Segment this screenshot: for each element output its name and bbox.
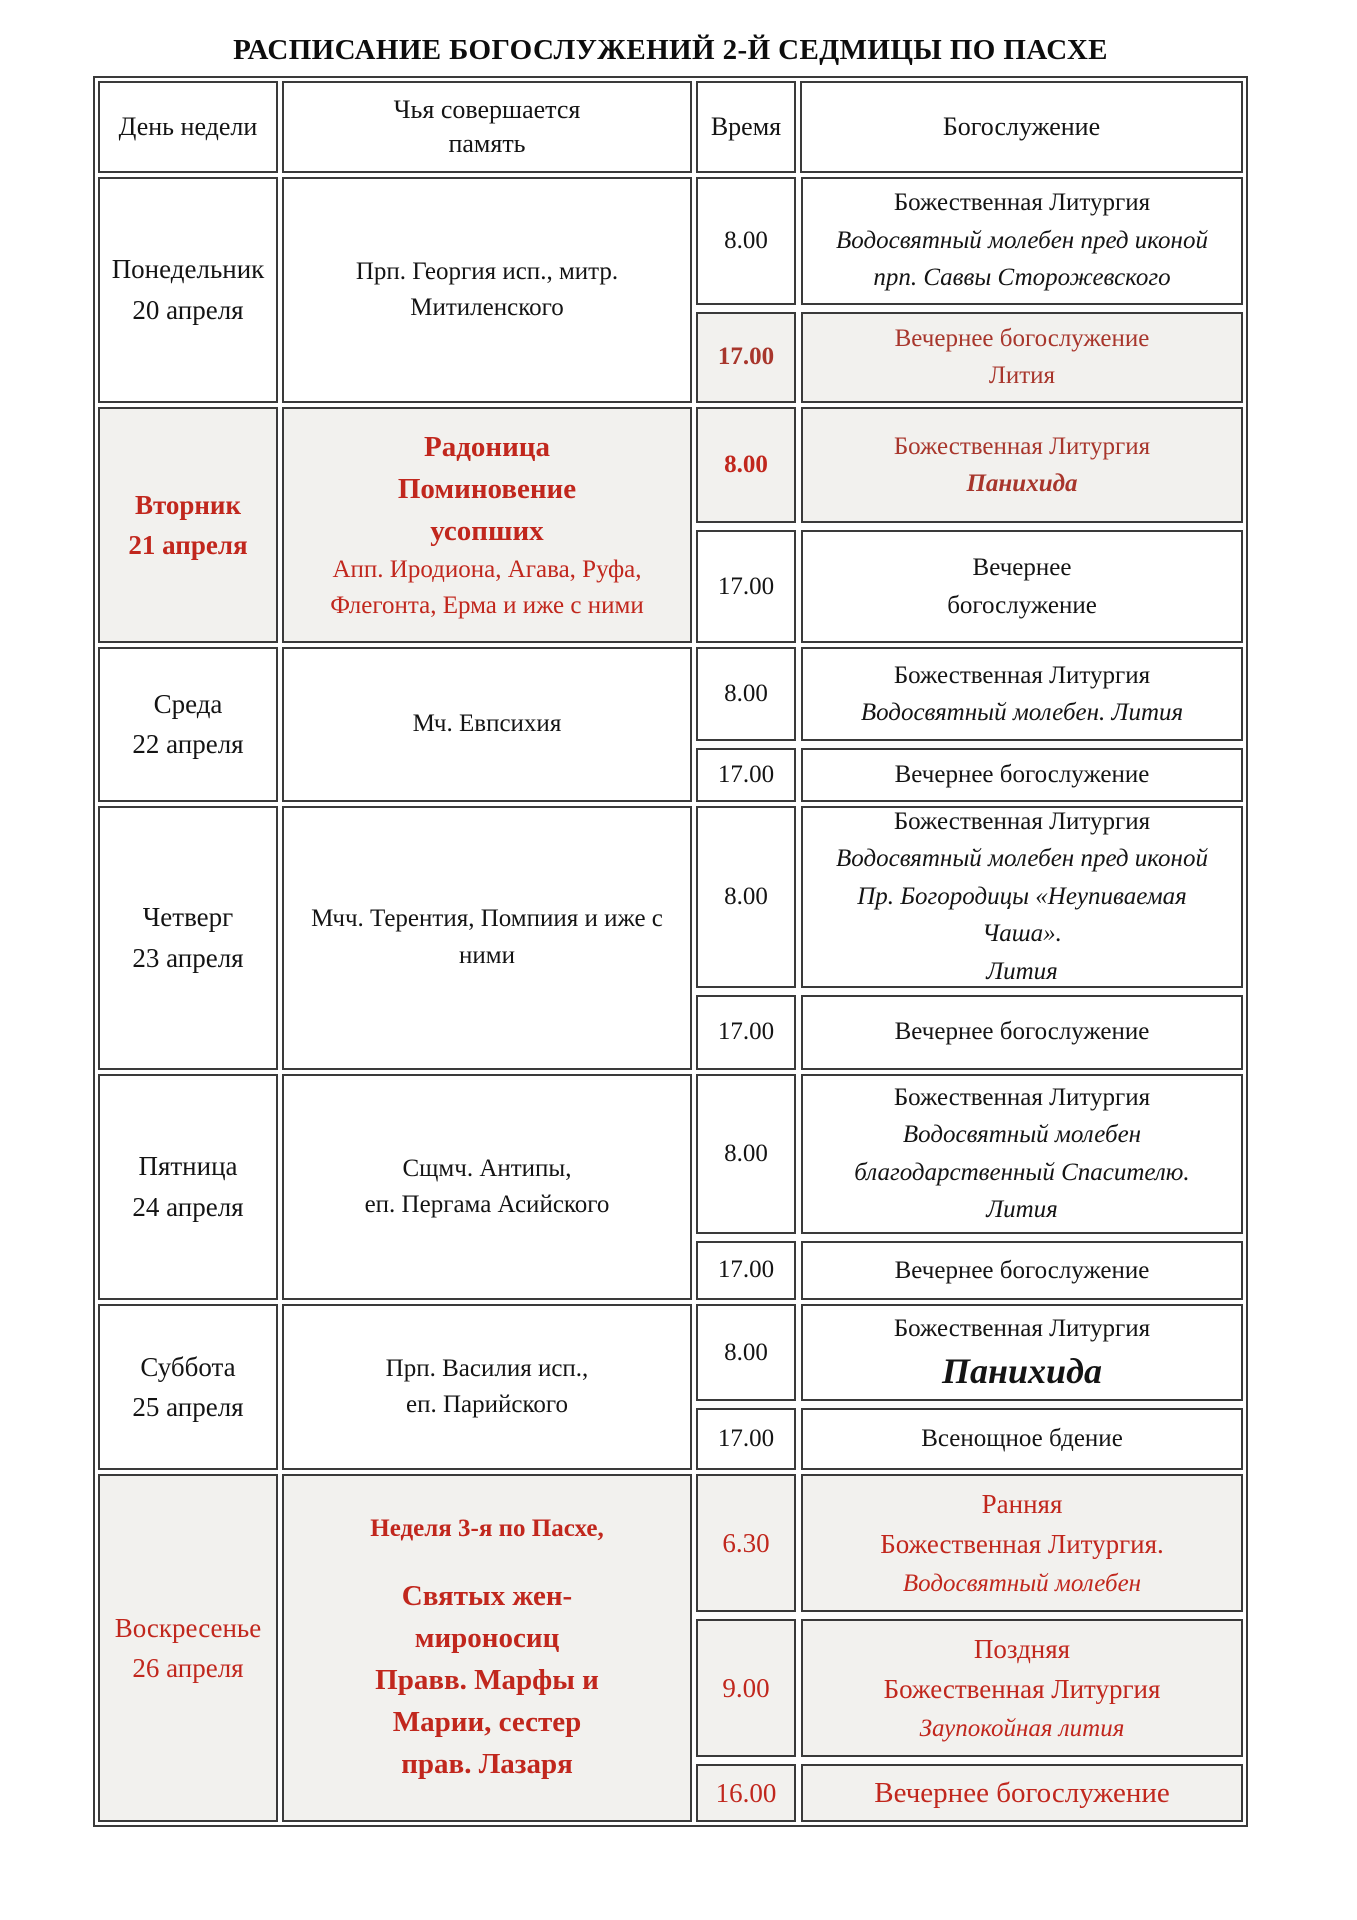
memory-line: Апп. Иродиона, Агава, Руфа, Флегонта, Ерма и иже с ними <box>330 555 644 620</box>
header-day-label: День недели <box>118 111 258 141</box>
memory-line: прав. Лазаря <box>401 1747 573 1780</box>
service-line: Божественная Литургия <box>893 189 1151 217</box>
day-name: Суббота <box>140 1351 236 1382</box>
service-cell <box>801 312 1243 404</box>
service-line: Вечернее богослужение <box>894 1256 1150 1284</box>
day-date: 23 апреля <box>132 942 244 973</box>
day-row <box>98 177 1243 404</box>
memory-line: Мчч. Терентия, Помпиия и иже с ними <box>311 905 663 969</box>
memory-line: Сщмч. Антипы, <box>402 1154 572 1182</box>
service-cell <box>801 748 1243 802</box>
memory-cell <box>282 407 692 643</box>
memory-cell <box>282 647 692 802</box>
day-row <box>98 1474 1243 1822</box>
memory-line: Неделя 3-я по Пасхе, <box>370 1515 604 1543</box>
day-name: Вторник <box>134 489 242 520</box>
memory-line: мироносиц <box>414 1621 560 1654</box>
service-line: Водосвятный молебен. Лития <box>860 699 1184 727</box>
memory-cell <box>282 806 692 1070</box>
service-cell <box>801 177 1243 305</box>
day-cell <box>98 647 278 802</box>
memory-cell <box>282 1304 692 1470</box>
day-name: Четверг <box>142 902 234 933</box>
memory-line: Марии, сестер <box>392 1705 582 1738</box>
schedule-slot <box>696 312 1243 404</box>
time-cell: 8.00 <box>696 806 796 988</box>
slot-list <box>696 1074 1243 1301</box>
day-cell <box>98 1074 278 1301</box>
memory-line: еп. Парийского <box>406 1391 568 1419</box>
schedule-slot <box>696 806 1243 988</box>
service-line: Вечернее богослужение <box>894 324 1150 352</box>
service-line: Водосвятный молебен благодарственный Спасителю. <box>854 1121 1190 1186</box>
header-day <box>98 81 278 173</box>
service-line: Водосвятный молебен <box>902 1569 1142 1597</box>
day-date: 25 апреля <box>132 1392 244 1423</box>
slot-list <box>696 1304 1243 1470</box>
day-name: Воскресенье <box>114 1612 262 1643</box>
service-cell <box>801 1474 1243 1612</box>
slot-list <box>696 806 1243 1070</box>
service-line: Вечернее богослужение <box>894 1018 1150 1046</box>
service-line: Ранняя <box>981 1488 1063 1519</box>
slot-list <box>696 177 1243 404</box>
service-cell <box>801 530 1243 643</box>
schedule-slot <box>696 177 1243 305</box>
schedule-slot <box>696 1764 1243 1822</box>
day-row <box>98 647 1243 802</box>
day-rows <box>98 177 1243 1823</box>
schedule-slot <box>696 1241 1243 1301</box>
service-cell <box>801 995 1243 1070</box>
service-line: Вечернее богослужение <box>894 761 1150 789</box>
day-cell <box>98 1474 278 1822</box>
header-time <box>696 81 796 173</box>
time-cell: 17.00 <box>696 748 796 802</box>
time-cell: 17.00 <box>696 312 796 404</box>
service-line: Панихида <box>942 1351 1102 1392</box>
service-line: Водосвятный молебен пред иконой прп. Саввы Сторожевского <box>836 226 1208 292</box>
header-time-label: Время <box>710 111 782 141</box>
time-cell: 17.00 <box>696 1241 796 1301</box>
page-title: РАСПИСАНИЕ БОГОСЛУЖЕНИЙ 2-Й СЕДМИЦЫ ПО ПАСХЕ <box>233 34 1108 66</box>
memory-cell <box>282 1074 692 1301</box>
schedule-slot <box>696 407 1243 523</box>
day-cell <box>98 407 278 643</box>
service-line: Божественная Литургия <box>893 807 1151 835</box>
service-cell <box>801 1074 1243 1234</box>
day-date: 24 апреля <box>132 1191 244 1222</box>
time-cell: 8.00 <box>696 1074 796 1234</box>
schedule-table <box>93 76 1248 1827</box>
memory-line <box>300 1548 674 1575</box>
service-cell <box>801 647 1243 741</box>
day-row <box>98 1074 1243 1301</box>
day-name: Пятница <box>138 1151 238 1182</box>
service-cell <box>801 1241 1243 1301</box>
schedule-slot <box>696 1619 1243 1757</box>
service-cell <box>801 1764 1243 1822</box>
day-name: Среда <box>153 688 223 719</box>
memory-line: Святых жен- <box>401 1579 573 1612</box>
service-line: Божественная Литургия <box>893 1314 1151 1342</box>
memory-line: Поминовение <box>397 472 577 505</box>
day-name: Понедельник <box>111 254 265 285</box>
memory-cell <box>282 177 692 404</box>
memory-line: усопших <box>430 514 544 547</box>
service-line: Божественная Литургия <box>883 1674 1161 1705</box>
memory-line: Прп. Георгия исп., митр. Митиленского <box>355 257 619 321</box>
service-line: Водосвятный молебен пред иконой Пр. Богородицы «Неупиваемая Чаша». <box>836 845 1208 948</box>
schedule-slot <box>696 1074 1243 1234</box>
schedule-slot <box>696 1304 1243 1401</box>
schedule-slot <box>696 748 1243 802</box>
service-line: Заупокойная лития <box>919 1714 1125 1742</box>
memory-line: Правв. Марфы и <box>375 1663 599 1696</box>
service-line: Лития <box>986 957 1058 985</box>
schedule-slot <box>696 530 1243 643</box>
service-line: Божественная Литургия. <box>880 1529 1164 1560</box>
schedule-slot <box>696 1474 1243 1612</box>
time-cell: 9.00 <box>696 1619 796 1757</box>
day-date: 20 апреля <box>132 294 244 325</box>
service-line: Вечернее <box>972 554 1072 582</box>
service-cell <box>801 1408 1243 1470</box>
header-service <box>800 81 1243 173</box>
slot-list <box>696 407 1243 643</box>
service-cell <box>801 806 1243 988</box>
time-cell: 6.30 <box>696 1474 796 1612</box>
service-line: Божественная Литургия <box>893 661 1151 689</box>
service-line: Вечернее богослужение <box>874 1777 1170 1810</box>
day-cell <box>98 177 278 404</box>
day-cell <box>98 806 278 1070</box>
time-cell: 16.00 <box>696 1764 796 1822</box>
time-cell: 17.00 <box>696 995 796 1070</box>
service-line: богослужение <box>947 591 1097 619</box>
slot-list <box>696 647 1243 802</box>
day-row <box>98 806 1243 1070</box>
service-cell <box>801 1619 1243 1757</box>
schedule-slot <box>696 995 1243 1070</box>
service-cell <box>801 407 1243 523</box>
time-cell: 17.00 <box>696 1408 796 1470</box>
day-row <box>98 1304 1243 1470</box>
header-row <box>98 81 1243 173</box>
time-cell: 8.00 <box>696 407 796 523</box>
header-memory-label: Чья совершается память <box>393 95 581 158</box>
day-date: 26 апреля <box>132 1653 244 1684</box>
slot-list <box>696 1474 1243 1822</box>
memory-line: Радоница <box>423 430 550 463</box>
time-cell: 17.00 <box>696 530 796 643</box>
service-line: Всенощное бдение <box>921 1425 1123 1453</box>
time-cell: 8.00 <box>696 177 796 305</box>
memory-line: Прп. Василия исп., <box>385 1354 589 1382</box>
memory-cell <box>282 1474 692 1822</box>
day-date: 21 апреля <box>128 530 248 561</box>
service-line: Лития <box>988 362 1056 390</box>
schedule-slot <box>696 1408 1243 1470</box>
day-cell <box>98 1304 278 1470</box>
time-cell: 8.00 <box>696 1304 796 1401</box>
day-date: 22 апреля <box>132 729 244 760</box>
day-row <box>98 407 1243 643</box>
service-line: Лития <box>986 1196 1058 1224</box>
service-line: Панихида <box>966 470 1078 498</box>
service-line: Божественная Литургия <box>893 1083 1151 1111</box>
memory-line: еп. Пергама Асийского <box>364 1190 610 1218</box>
service-cell <box>801 1304 1243 1401</box>
service-line: Поздняя <box>973 1633 1071 1664</box>
header-service-label: Богослужение <box>942 111 1101 141</box>
header-memory <box>282 81 692 173</box>
service-line: Божественная Литургия <box>893 432 1151 460</box>
time-cell: 8.00 <box>696 647 796 741</box>
schedule-slot <box>696 647 1243 741</box>
memory-line: Мч. Евпсихия <box>412 710 562 738</box>
